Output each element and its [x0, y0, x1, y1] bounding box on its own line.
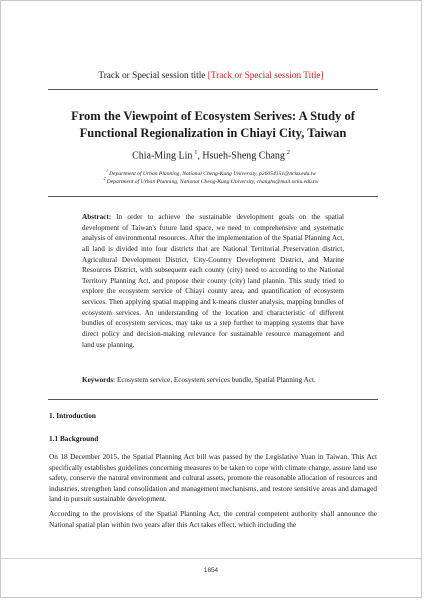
- section-heading-introduction: 1. Introduction: [49, 411, 96, 420]
- page-number: 1854: [203, 567, 219, 574]
- keywords-text: : Ecosystem service, Ecosystem services bundle, Spatial Planning Act.: [113, 376, 316, 384]
- header-rule: [48, 89, 378, 90]
- author-separator: ,: [197, 150, 203, 162]
- body-paragraph-1: On 18 December 2015, the Spatial Planning Act bill was passed by the Legislative Yuan in Taiwan. This Act specifically establishes guidelines concerning measures to be taken to cope with climate change, assure land use safety, conserve the natural environment and cultural assets, promote the reasonable allocation of resources and industries, strengthen land consolidation and management mechanisms, and restore sensitive areas and damaged land in pursuit sustainable development.: [49, 452, 377, 503]
- paper-title: [41, 108, 385, 142]
- author-sup: 1: [194, 150, 198, 156]
- affiliation-text: Department of Urban Planning, National Cheng-Kung University, p26054151@ncku.edu.tw: [109, 170, 317, 177]
- abstract-text: In order to achieve the sustainable development goals on the spatial development of Taiwan's future land space, we need to comprehensive and systematic analysis of environmental resources. After the implementation of the Spatial Planning Act, all land is divided into four districts that are National Territorial Preservation district, Agricultural Development District, City-Country Development District, and Marine Resources District, with subsequent each county (city) need to according to the National Territory Planning Act, and propose their county (city) land plannin. This study tried to explore the ecosystem service of Chiayi county area, and quantification of ecosystem services. Then applying spatial mapping and k-means cluster analysis, mapping bundles of ecosystem services. An understanding of the location and characteristic of different bundles of ecosystem services, may take us a step further to mapping systems that have direct policy and decision-making relevance for sustainable resource management and land use planning.: [82, 213, 345, 349]
- title-line-2: Functional Regionalization in Chiayi City, Taiwan: [79, 126, 347, 140]
- affiliation-sup: 1: [105, 168, 108, 173]
- affiliation-2: [1, 176, 421, 185]
- author-sup: 2: [286, 150, 290, 156]
- author-name: Chia-Ming Lin: [132, 150, 193, 162]
- body-paragraph-2: According to the provisions of the Spatial Planning Act, the central competent authority shall announce the National spatial plan within two years after this Act takes effect, which including the: [49, 509, 377, 529]
- track-label: Track or Special session title: [98, 71, 206, 81]
- title-line-1: From the Viewpoint of Ecosystem Serives: A Study of: [71, 109, 355, 123]
- affiliation-text: Department of Urban Planning, National Cheng-Kung University, changhs@mail.ncku.edu.tw: [106, 178, 319, 185]
- abstract-bottom-rule: [48, 399, 378, 400]
- author-list: [1, 150, 421, 161]
- footer-rule: [1, 558, 421, 559]
- track-header: [1, 71, 421, 81]
- affiliation-sup: 2: [103, 176, 106, 181]
- author-name: Hsueh-Sheng Chang: [202, 150, 285, 162]
- section-heading-background: 1.1 Background: [49, 434, 99, 443]
- abstract-label: Abstract:: [82, 213, 112, 221]
- abstract-top-rule: [48, 196, 378, 197]
- keywords: [82, 376, 344, 384]
- track-placeholder: [Track or Special session Title]: [207, 71, 324, 81]
- abstract: [82, 212, 344, 350]
- keywords-label: Keywords: [82, 376, 114, 384]
